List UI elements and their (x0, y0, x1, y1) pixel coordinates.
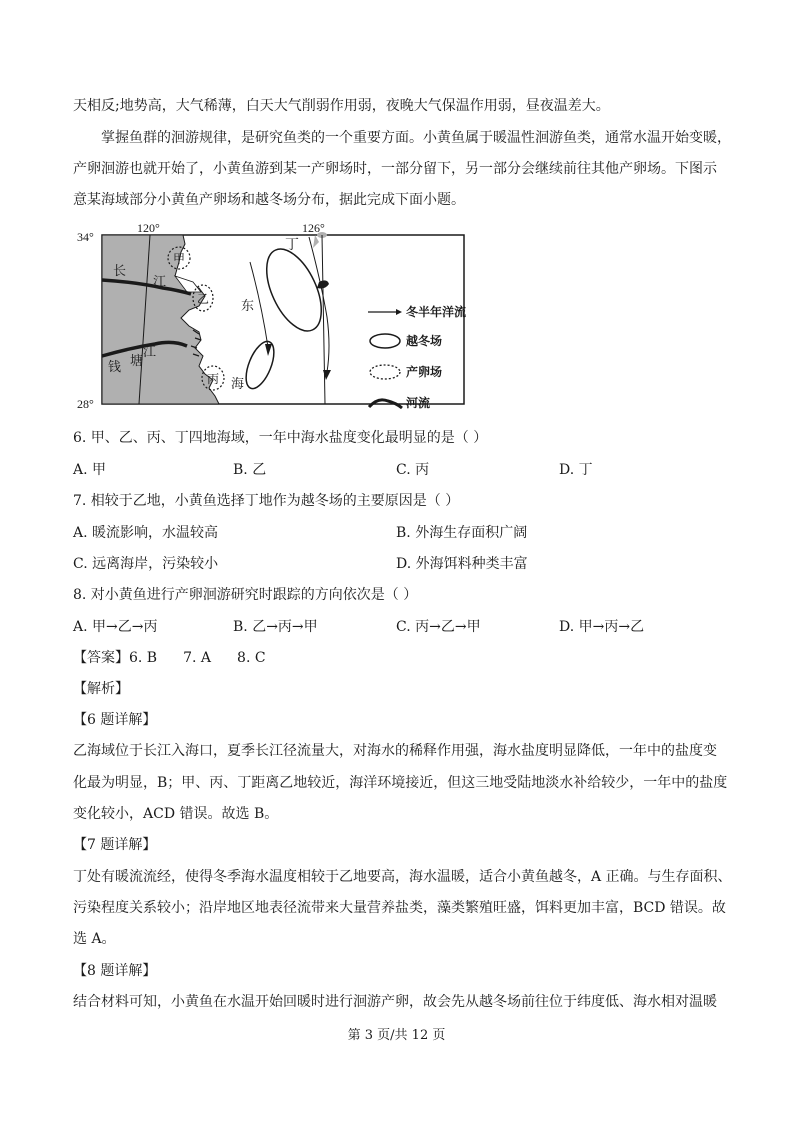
map-label-bing: 丙 (207, 372, 220, 386)
solid-ellipse-icon (368, 331, 404, 351)
map-label-ding: 丁 (285, 238, 299, 253)
lon-120-label: 120° (137, 222, 160, 235)
legend-wintering (368, 331, 508, 353)
answer-8: 8. C (237, 650, 266, 666)
detail-6-line-3: 变化较小，ACD 错误。故选 B。 (73, 806, 279, 822)
detail-8-title: 【8 题详解】 (73, 963, 157, 979)
legend-river (368, 393, 508, 415)
lat-28-label: 28° (77, 397, 94, 411)
map-label-jia: 甲 (173, 252, 186, 266)
q6-option-a: A. 甲 (73, 462, 107, 478)
dashed-ellipse-icon (368, 362, 404, 382)
q8-option-c: C. 丙→乙→甲 (396, 619, 481, 635)
arrow-line-icon (368, 302, 404, 322)
answer-tag: 【答案】 (73, 650, 129, 666)
map-label-hai: 海 (231, 376, 245, 391)
detail-8-line-1: 结合材料可知，小黄鱼在水温开始回暖时进行洄游产卵，故会先从越冬场前往位于纬度低、海水相对温暖 (73, 994, 717, 1010)
intro-line-3: 产卵洄游也就开始了，小黄鱼游到某一产卵场时，一部分留下，另一部分会继续前往其他产卵场。下图示 (73, 161, 717, 177)
intro-line-4: 意某海域部分小黄鱼产卵场和越冬场分布，据此完成下面小题。 (73, 192, 465, 208)
legend-river-label: 河流 (406, 396, 431, 410)
detail-7-line-1: 丁处有暖流流经，使得冬季海水温度相较于乙地要高，海水温暖，适合小黄鱼越冬，A 正确。与生存面积、 (73, 869, 732, 885)
detail-7-line-2: 污染程度关系较小；沿岸地区地表径流带来大量营养盐类，藻类繁殖旺盛，饵料更加丰富，BCD 错误。故 (73, 900, 726, 916)
legend-spawning-label: 产卵场 (406, 365, 443, 379)
question-8-stem: 8. 对小黄鱼进行产卵洄游研究时跟踪的方向依次是（ ） (73, 587, 418, 603)
legend-spawning (368, 362, 508, 384)
legend-current (368, 302, 508, 324)
legend-current-label: 冬半年洋流 (406, 305, 467, 319)
question-7-stem: 7. 相较于乙地，小黄鱼选择丁地作为越冬场的主要原因是（ ） (73, 493, 460, 509)
analysis-tag: 【解析】 (73, 681, 129, 697)
detail-6-line-2: 化最为明显，B；甲、丙、丁距离乙地较近，海洋环境接近，但这三地受陆地淡水补给较少，一年中的盐度 (73, 775, 728, 791)
map-label-chang: 长 (113, 263, 127, 278)
legend-wintering-label: 越冬场 (406, 334, 443, 348)
q8-option-a: A. 甲→乙→丙 (73, 619, 158, 635)
map-legend (368, 296, 508, 416)
question-6-stem: 6. 甲、乙、丙、丁四地海域，一年中海水盐度变化最明显的是（ ） (73, 430, 488, 446)
q7-option-d: D. 外海饵料种类丰富 (396, 556, 528, 572)
river-line-icon (368, 393, 404, 413)
map-label-jiang-2: 江 (143, 344, 157, 359)
map-label-yi: 乙 (197, 292, 210, 306)
map-label-jiang: 江 (153, 274, 167, 289)
lat-34-label: 34° (77, 230, 94, 244)
answer-row (73, 648, 266, 668)
q8-option-b: B. 乙→丙→甲 (233, 619, 318, 635)
detail-7-line-3: 选 A。 (73, 931, 116, 947)
intro-line-2: 掌握鱼群的洄游规律，是研究鱼类的一个重要方面。小黄鱼属于暖温性洄游鱼类，通常水温开始变暖， (101, 130, 731, 146)
q7-option-a: A. 暖流影响，水温较高 (73, 525, 219, 541)
map-label-dong: 东 (241, 298, 255, 313)
intro-line-1: 天相反;地势高，大气稀薄，白天大气削弱作用弱，夜晚大气保温作用弱，昼夜温差大。 (73, 98, 610, 114)
q8-option-d: D. 甲→丙→乙 (559, 619, 645, 635)
q7-option-b: B. 外海生存面积广阔 (396, 525, 528, 541)
answer-6: 6. B (129, 650, 158, 666)
q6-option-d: D. 丁 (559, 462, 593, 478)
detail-7-title: 【7 题详解】 (73, 837, 157, 853)
q7-option-c: C. 远离海岸，污染较小 (73, 556, 219, 572)
map-label-tang: 塘 (130, 353, 144, 368)
q6-option-b: B. 乙 (233, 462, 267, 478)
detail-6-title: 【6 题详解】 (73, 712, 157, 728)
lon-126-label: 126° (302, 222, 325, 235)
q6-option-c: C. 丙 (396, 462, 430, 478)
page-footer: 第 3 页/共 12 页 (347, 1028, 446, 1043)
detail-6-line-1: 乙海域位于长江入海口，夏季长江径流量大，对海水的稀释作用强，海水盐度明显降低，一年中的盐度变 (73, 743, 717, 759)
map-label-qian: 钱 (108, 359, 122, 374)
answer-7: 7. A (183, 650, 212, 666)
